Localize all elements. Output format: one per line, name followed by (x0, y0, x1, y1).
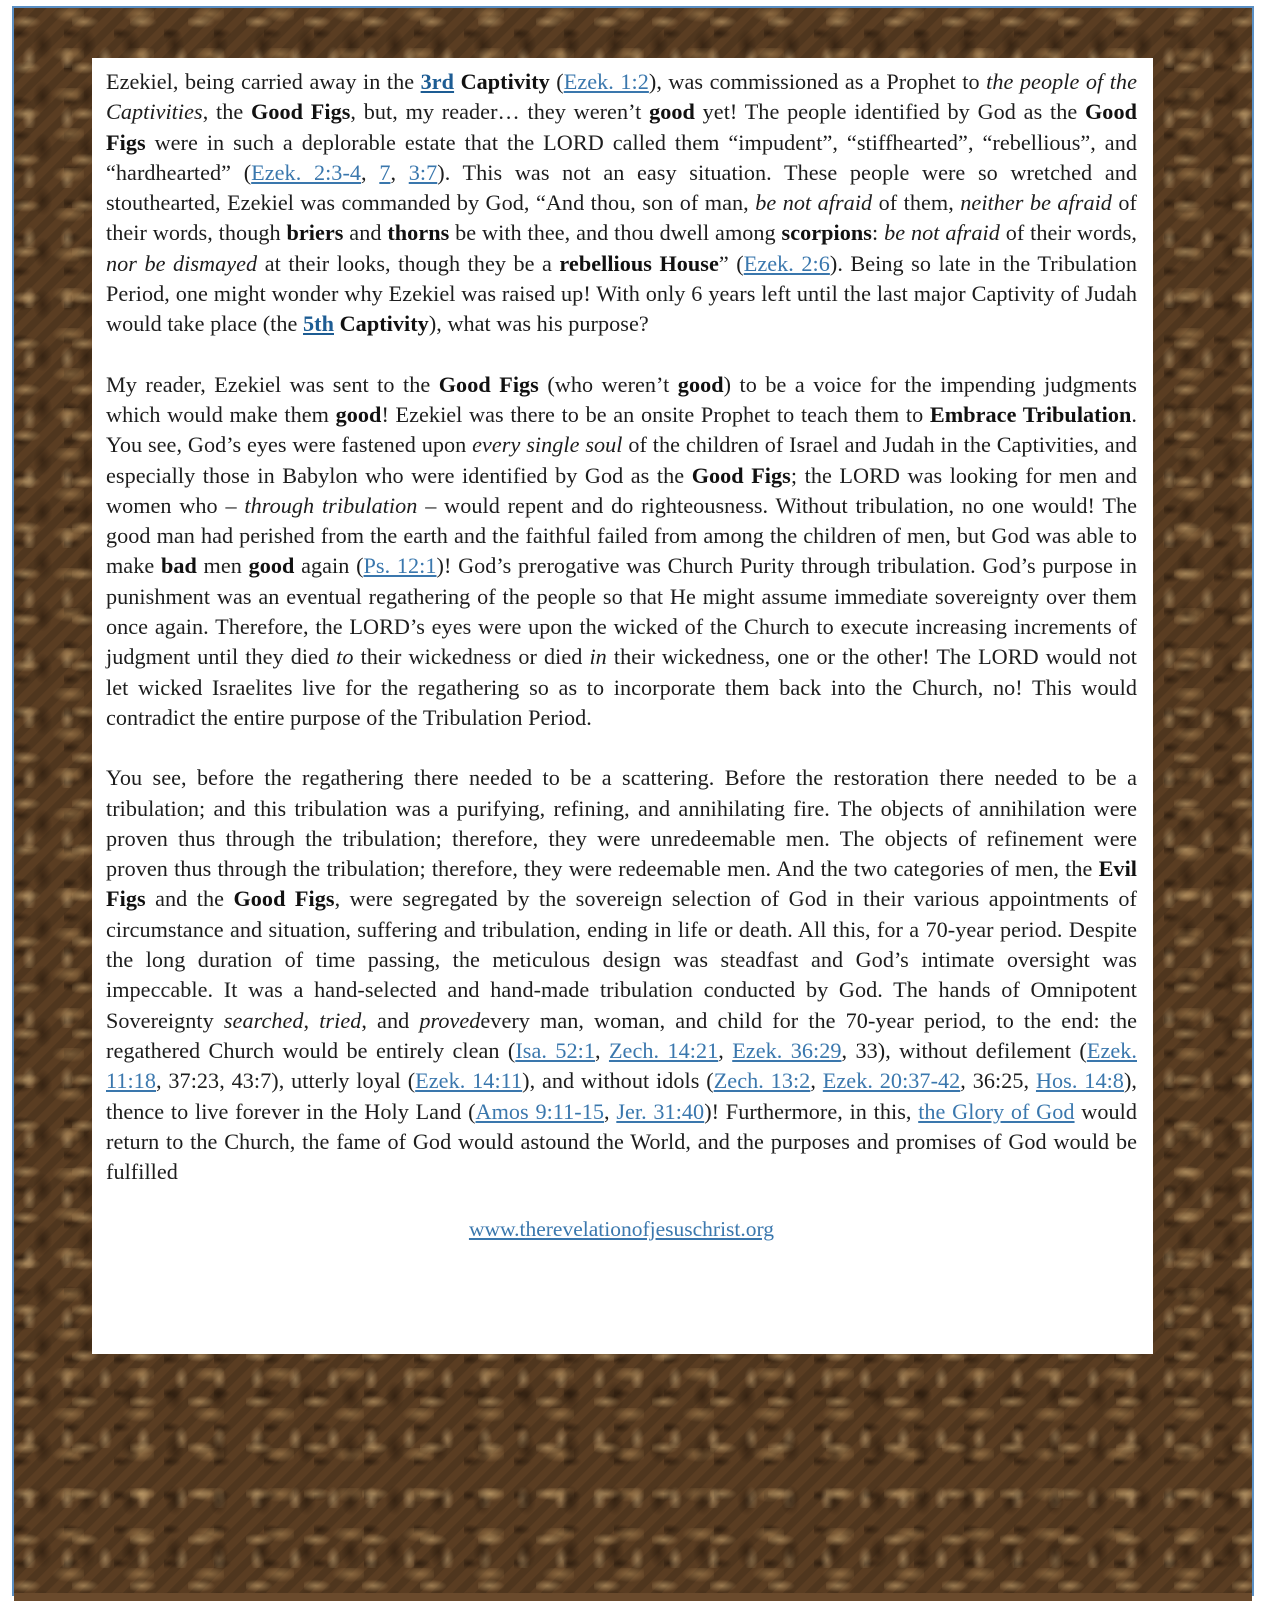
text-span: , were segregated by the sovereign selection of God in their various appointments of circumstance and situation, suffering and tribulation, ending in life or death. All this, for a 70-year period. Despite the long duration of time passing, the meticulous design was steadfast and God’s intimate oversight was impeccable. It was a hand-selected and hand-made tribulation conducted by God. The hands of Omnipotent Sovereignty (106, 886, 1137, 1033)
bold-text: Captivity (339, 311, 429, 337)
link-isa-52-1[interactable]: Isa. 52:1 (515, 1037, 595, 1063)
text-span: – would repent and do righteousness. Without tribulation, no one would! The good man had perished from the earth and the faithful failed from among the children of men, but God was able to make (106, 492, 1137, 579)
bold-text: Good Figs (691, 462, 791, 488)
italic-text: tried (319, 1007, 362, 1033)
bold-text: Good Figs (438, 371, 539, 397)
bold-text: Embrace Tribulation (929, 401, 1132, 427)
text-span: of them, (872, 190, 961, 216)
text-span: at their looks, though they be a (257, 250, 560, 276)
text-span: again ( (294, 553, 364, 579)
text-span: . You see, God’s eyes were fastened upon (106, 401, 1137, 458)
text-span: every man, woman, and child for the 70-year period, to the end: the regathered Church would be entirely clean ( (106, 1007, 1137, 1063)
italic-text: proved (419, 1007, 481, 1033)
paragraph-2 (106, 370, 1137, 734)
footer (106, 1217, 1137, 1242)
bold-text: Good Figs (233, 886, 335, 912)
link-ps-12-1[interactable]: Ps. 12:1 (363, 553, 437, 579)
text-span: , 37:23, 43:7), utterly loyal ( (155, 1068, 416, 1094)
bottom-border (14, 1593, 1252, 1601)
text-span: were in such a deplorable estate that the LORD called them “impudent”, “stiffhearted”, “rebellious”, and “hardhearted” ( (106, 129, 1137, 185)
link-3rd-captivity[interactable]: 3rd (420, 69, 455, 94)
bold-text: good (677, 371, 724, 397)
link-ezek-36-29[interactable]: Ezek. 36:29 (732, 1037, 842, 1063)
text-span: )! Furthermore, in this, (704, 1098, 919, 1124)
text-span: , 36:25, (960, 1068, 1036, 1094)
text-span: of their words, though (106, 190, 1137, 246)
link-ezek-1-2[interactable]: Ezek. 1:2 (563, 69, 649, 94)
text-span: ). Being so late in the Tribulation Period, one might wonder why Ezekiel was raised up! With only 6 years left until the last major Captivity of Judah would take place (the (106, 250, 1137, 337)
text-span: of the children of Israel and Judah in the Captivities, and especially those in Babylon who were identified by God as the (106, 432, 1137, 488)
italic-text: the people of the Captivities (106, 69, 1137, 125)
bold-text: Captivity (460, 69, 550, 94)
link-ezek-11-18[interactable]: Ezek. 11:18 (106, 1037, 1137, 1094)
text-span: : (872, 220, 885, 246)
text-span: , (810, 1068, 823, 1094)
link-zech-14-21[interactable]: Zech. 14:21 (608, 1037, 719, 1063)
bold-text: good (649, 99, 695, 125)
link-ezek-20-37-42[interactable]: Ezek. 20:37-42 (822, 1068, 961, 1094)
text-span: My reader, Ezekiel was sent to the (106, 371, 439, 397)
italic-text: searched (223, 1007, 304, 1033)
text-span: of their words, (999, 220, 1137, 246)
text-span: be with thee, and thou dwell among (449, 220, 782, 246)
text-span: ), was commissioned as a Prophet to (648, 69, 987, 94)
bold-text: bad (160, 553, 197, 579)
text-span: , (303, 1007, 320, 1033)
bold-text: Evil Figs (106, 856, 1137, 912)
text-span: ), thence to live forever in the Holy Land ( (106, 1068, 1138, 1124)
link-jer-31-40[interactable]: Jer. 31:40 (616, 1098, 705, 1124)
text-span: (who weren’t (538, 371, 678, 397)
text-span: , 33), without defilement ( (841, 1037, 1087, 1063)
bold-text: scorpions (781, 220, 872, 246)
text-span: , (361, 159, 380, 185)
italic-text: be not afraid (755, 190, 873, 216)
text-span: , the (202, 99, 252, 125)
bold-text: good (248, 553, 295, 579)
text-span: their wickedness, one or the other! The LORD would not let wicked Israelites live for the regathering so as to incorporate them back into the Church, no! This would contradict the entire purpose of the Tribulation Period. (106, 644, 1137, 730)
text-span: ! Ezekiel was there to be an onsite Prophet to teach them to (381, 401, 930, 427)
text-span: would return to the Church, the fame of God would astound the World, and the purposes and promises of God would be fulfilled (106, 1098, 1137, 1185)
text-span: ( (549, 69, 564, 94)
paragraph-3 (106, 763, 1137, 1187)
text-span: , (594, 1037, 609, 1063)
italic-text: be not afraid (884, 220, 1000, 246)
link-amos-9-11-15[interactable]: Amos 9:11-15 (475, 1098, 604, 1124)
link-ezek-2-3-4[interactable]: Ezek. 2:3-4 (251, 159, 362, 185)
bold-text: thorns (387, 220, 450, 246)
bold-text: briers (286, 220, 344, 246)
text-span: and (343, 220, 388, 246)
paragraph-1 (106, 67, 1137, 340)
text-span: You see, before the regathering there needed to be a scattering. Before the restoration there needed to be a tribulation; and this tribulation was a purifying, refining, and annihilating fire. The objects of annihilation were proven thus through the tribulation; therefore, they were unredeemable men. The objects of refinement were proven thus through the tribulation; therefore, they were redeemable men. And the two categories of men, the (106, 765, 1137, 882)
text-span: , (718, 1037, 733, 1063)
link-ezek-2-6[interactable]: Ezek. 2:6 (743, 250, 830, 276)
text-span: Ezekiel, being carried away in the (106, 69, 421, 94)
italic-text: neither be afraid (960, 190, 1112, 216)
link-ezek-14-11[interactable]: Ezek. 14:11 (415, 1068, 523, 1094)
text-span: ) to be a voice for the impending judgments which would make them (106, 371, 1137, 427)
text-span: , and (361, 1007, 420, 1033)
bold-text: Good Figs (106, 99, 1137, 155)
text-span: )! God’s prerogative was Church Purity through tribulation. God’s purpose in punishment was an eventual regathering of the people so that He might assume immediate sovereignty over them once again. Therefore, the LORD’s eyes were upon the wicked of the Church to execute increasing increments of judgment until they died (106, 553, 1137, 670)
website-link[interactable]: www.therevelationofjesuschrist.org (468, 1217, 775, 1242)
link-ezek-3-7[interactable]: 3:7 (408, 159, 438, 185)
text-span: , (390, 159, 409, 185)
link-glory-of-god[interactable]: the Glory of God (918, 1098, 1075, 1124)
text-span: their wickedness or died (353, 644, 590, 670)
link-ezek-2-7[interactable]: 7 (379, 159, 391, 185)
text-span: , (604, 1098, 617, 1124)
text-span: ; the LORD was looking for men and women who – (106, 462, 1137, 518)
bold-text: good (335, 401, 382, 427)
text-span: ), and without idols ( (522, 1068, 714, 1094)
text-span: men (196, 553, 249, 579)
text-span: and the (145, 886, 234, 912)
bold-text: Good Figs (251, 99, 351, 125)
article-panel (92, 58, 1153, 1354)
text-span: ), what was his purpose? (428, 311, 649, 337)
bold-text: rebellious House (559, 250, 719, 276)
text-span: , but, my reader… they weren’t (350, 99, 650, 125)
text-span: ). This was not an easy situation. These people were so wretched and stouthearted, Ezekiel was commanded by God, “And thou, son of man, (106, 159, 1138, 216)
link-zech-13-2[interactable]: Zech. 13:2 (713, 1068, 811, 1094)
link-hos-14-8[interactable]: Hos. 14:8 (1035, 1068, 1124, 1094)
link-5th-captivity[interactable]: 5th (303, 311, 334, 337)
text-span: yet! The people identified by God as the (694, 99, 1085, 125)
text-span: ” ( (718, 250, 744, 276)
italic-text: nor be dismayed (106, 250, 258, 276)
italic-text: to (336, 644, 354, 670)
italic-text: in (589, 644, 607, 670)
italic-text: through tribulation (244, 492, 418, 518)
italic-text: every single soul (472, 432, 623, 458)
